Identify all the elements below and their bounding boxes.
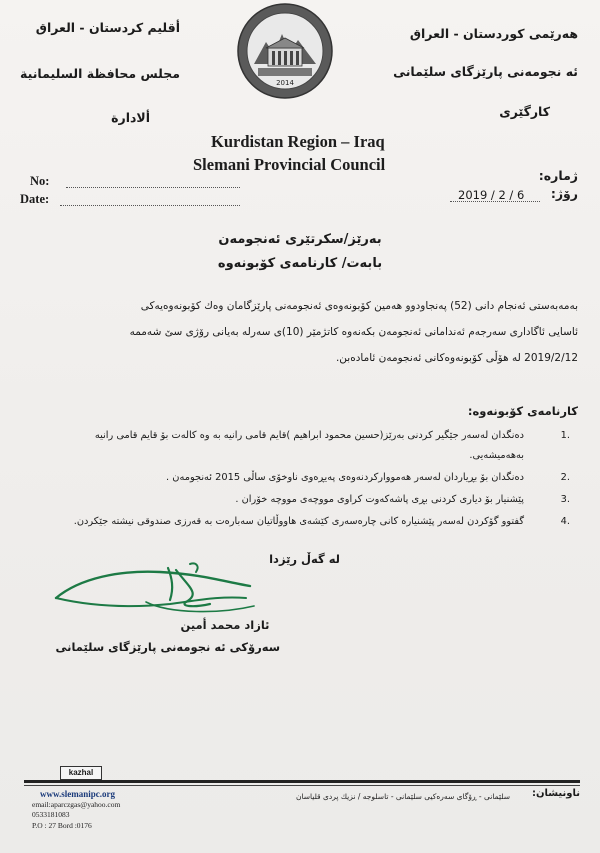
subject-line: بابەت/ کارنامەی کۆبونەوە (217, 256, 383, 271)
agenda-title: کارنامەی کۆبونەوە: (467, 404, 578, 418)
kurdish-admin: کارگێری (499, 104, 550, 119)
council-seal-icon (236, 2, 334, 100)
english-region: Kurdistan Region – Iraq (211, 132, 385, 151)
kurdish-region: هەرێمی کوردستان - العراق (409, 26, 578, 41)
website[interactable]: www.slemanipc.org (40, 789, 115, 799)
kurdish-date-label: رۆژ: (550, 186, 578, 201)
agenda-item-2-number: 2. (560, 472, 570, 483)
po-box: P.O : 27 Bord :0176 (32, 821, 92, 830)
closing-regards: لە گەڵ رێزدا (269, 552, 340, 566)
arabic-admin: ألادارة (111, 110, 150, 125)
kurdish-council: ئە نجومەنی پارێزگای سلێمانی (393, 64, 578, 79)
arabic-region: أقليم كردستان - العراق (35, 20, 180, 35)
agenda-item-3: پێشنیار بۆ دیاری کردنی بڕی پاشەکەوت کراوی مووچەی مووچە خۆران . (235, 494, 524, 505)
kazhal-mark: kazhal (60, 766, 102, 780)
signature (50, 558, 260, 618)
council-logo (236, 2, 334, 100)
email[interactable]: email:aparczgas@yahoo.com (32, 800, 121, 809)
agenda-item-4-number: 4. (560, 516, 570, 527)
arabic-council: مجلس محافظة السليمانية (20, 66, 180, 81)
agenda-item-1: دەنگدان لەسەر جێگیر کردنی بەرێز(حسین محمود ابراهیم )قایم قامی رانیە بە وە کالەت بۆ قایم قامی رانیە (94, 430, 524, 441)
date-label: Date: (20, 192, 50, 206)
signatory-title: سەرۆکی ئە نجومەنی پارێزگای سلێمانی (55, 640, 280, 654)
body-line-2: ئاسایی ئاگاداری سەرجەم ئەندامانی ئەنجومەن بکەنەوە کاتژمێر (10)ی سەرلە بەیانی رۆژی سێ شەممە (129, 326, 578, 338)
agenda-item-3-number: 3. (560, 494, 570, 505)
address-label: ناونیشان: (531, 788, 580, 799)
no-underline-left (66, 187, 240, 188)
agenda-item-4: گفتوو گۆکردن لەسەر پێشنیارە کانی چارەسەری کێشەی هاووڵاتیان سەبارەت بە قەرزی صندوقی نیشتە جێکردن. (73, 516, 524, 527)
agenda-item-1-cont: بەهەمیشەیی. (469, 450, 524, 461)
date-underline-left (60, 205, 240, 206)
phone: 0533181083 (32, 810, 70, 819)
footer-rule-thin (24, 785, 580, 786)
kurdish-no-label: ژمارە: (538, 168, 578, 183)
address: سلێمانی - ڕۆگای سەرەکیی سلێمانی - تاسلوجە / نزیك پردی قلیاسان (295, 792, 510, 801)
english-council: Slemani Provincial Council (193, 155, 386, 174)
signature-scribble-icon (50, 558, 260, 618)
agenda-item-2: دەنگدان بۆ بڕیاردان لەسەر هەمووارکردنەوەی پەیڕەوی ناوخۆی ساڵی 2015 ئەنجومەن . (166, 472, 524, 483)
body-line-3: 2019/2/12 لە هۆڵی کۆبونەوەکانی ئەنجومەن ئامادەبن. (335, 352, 578, 364)
recipient-line: بەرێز/سکرتێری ئەنجومەن (218, 232, 382, 247)
date-value: 2019 / 2 / 6 (458, 188, 525, 202)
agenda-item-1-number: 1. (560, 430, 570, 441)
footer-rule-thick (24, 780, 580, 783)
logo-year: 2014 (276, 79, 294, 87)
no-label: No: (30, 174, 50, 188)
body-line-1: بەمەبەستی ئەنجام دانی (52) پەنجاودوو هەمین کۆبونەوەی ئەنجومەنی پارێزگامان وەك کۆبونەوەیەکی (140, 300, 578, 312)
signatory-name: ئازاد محمد أمین (180, 618, 270, 632)
